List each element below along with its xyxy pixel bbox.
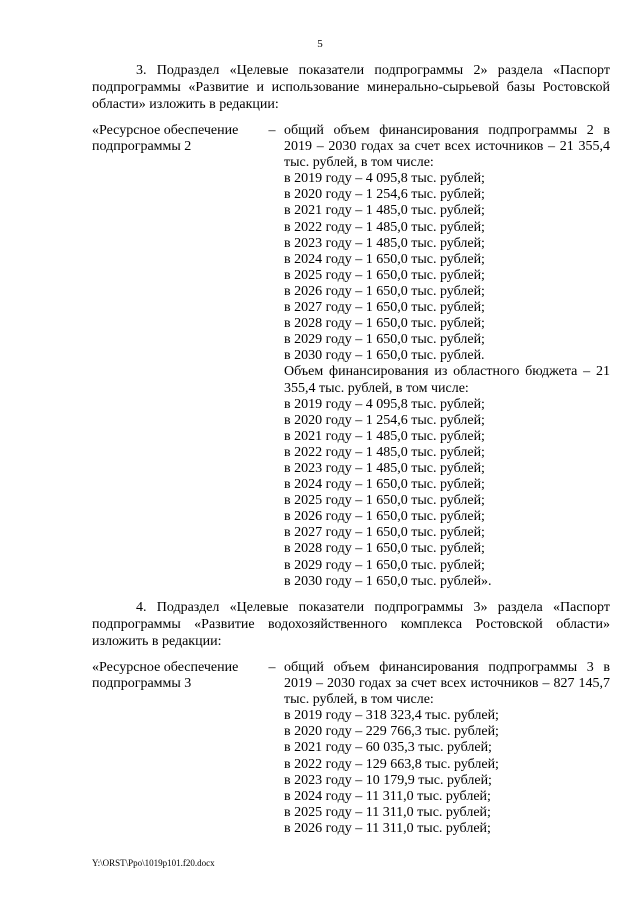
section-4-content — [284, 660, 610, 837]
year-line: в 2027 году – 1 650,0 тыс. рублей; — [284, 300, 485, 316]
year-line: в 2019 году – 4 095,8 тыс. рублей; — [284, 171, 485, 187]
year-line: в 2024 году – 1 650,0 тыс. рублей; — [284, 251, 485, 267]
year-line: в 2023 году – 1 485,0 тыс. рублей; — [284, 235, 485, 251]
year-line: в 2020 году – 229 766,3 тыс. рублей; — [284, 724, 499, 740]
year-line: в 2025 году – 1 650,0 тыс. рублей; — [284, 267, 485, 283]
section-4-total-text: общий объем финансирования подпрограммы 3 в 2019 – 2030 годах за счет всех источников – 827 145,7 тыс. рублей, в том числе: — [284, 660, 610, 708]
year-line: в 2027 году – 1 650,0 тыс. рублей; — [284, 525, 485, 541]
year-line: в 2025 году – 11 311,0 тыс. рублей; — [284, 804, 491, 820]
section-4-dash: – — [268, 660, 276, 675]
year-line: в 2026 году – 1 650,0 тыс. рублей; — [284, 283, 485, 299]
year-line: в 2025 году – 1 650,0 тыс. рублей; — [284, 493, 485, 509]
year-line: в 2026 году – 11 311,0 тыс. рублей; — [284, 820, 491, 836]
section-3-intro-text: 3. Подраздел «Целевые показатели подпрограммы 2» раздела «Паспорт подпрограммы «Развитие и использование минерально-сырьевой базы Ростовской области» изложить в редакции: — [92, 63, 610, 112]
year-line: в 2028 году – 1 650,0 тыс. рублей; — [284, 316, 485, 332]
year-line: в 2024 году – 11 311,0 тыс. рублей; — [284, 788, 491, 804]
year-line: в 2030 году – 1 650,0 тыс. рублей». — [284, 573, 492, 589]
year-line: в 2023 году – 10 179,9 тыс. рублей; — [284, 772, 492, 788]
footer-file-path: Y:\ORST\Ppo\1019p101.f20.docx — [92, 858, 215, 868]
section-3-total-text: общий объем финансирования подпрограммы 2 в 2019 – 2030 годах за счет всех источников – 21 355,4 тыс. рублей, в том числе: — [284, 123, 610, 171]
year-line: в 2021 году – 60 035,3 тыс. рублей; — [284, 740, 492, 756]
year-line: в 2028 году – 1 650,0 тыс. рублей; — [284, 541, 485, 557]
section-3-content — [284, 123, 610, 590]
year-line: в 2022 году – 1 485,0 тыс. рублей; — [284, 219, 485, 235]
section-3-resource-block — [92, 123, 610, 593]
year-line: в 2020 году – 1 254,6 тыс. рублей; — [284, 412, 485, 428]
year-line: в 2021 году – 1 485,0 тыс. рублей; — [284, 428, 485, 444]
year-line: в 2024 году – 1 650,0 тыс. рублей; — [284, 477, 485, 493]
year-line: в 2022 году – 129 663,8 тыс. рублей; — [284, 756, 499, 772]
section-3-intro — [92, 62, 610, 113]
section-4-label: «Ресурсное обеспечение подпрограммы 3 — [92, 660, 239, 692]
year-line: в 2023 году – 1 485,0 тыс. рублей; — [284, 460, 485, 476]
section-4-resource-block — [92, 660, 610, 840]
year-line: в 2019 году – 318 323,4 тыс. рублей; — [284, 708, 499, 724]
year-line: в 2029 году – 1 650,0 тыс. рублей; — [284, 557, 485, 573]
year-line: в 2026 году – 1 650,0 тыс. рублей; — [284, 509, 485, 525]
page-number: 5 — [317, 38, 323, 50]
year-line: в 2030 году – 1 650,0 тыс. рублей. — [284, 348, 485, 364]
section-3-budget-text: Объем финансирования из областного бюджета – 21 355,4 тыс. рублей, в том числе: — [284, 364, 610, 396]
section-3-label: «Ресурсное обеспечение подпрограммы 2 — [92, 123, 239, 155]
year-line: в 2020 году – 1 254,6 тыс. рублей; — [284, 187, 485, 203]
section-3-dash: – — [268, 123, 276, 138]
year-line: в 2021 году – 1 485,0 тыс. рублей; — [284, 203, 485, 219]
year-line: в 2022 году – 1 485,0 тыс. рублей; — [284, 444, 485, 460]
year-line: в 2019 году – 4 095,8 тыс. рублей; — [284, 396, 485, 412]
year-line: в 2029 году – 1 650,0 тыс. рублей; — [284, 332, 485, 348]
section-4-intro — [92, 599, 610, 650]
section-4-intro-text: 4. Подраздел «Целевые показатели подпрограммы 3» раздела «Паспорт подпрограммы «Развитие водохозяйственного комплекса Ростовской области» изложить в редакции: — [92, 600, 610, 649]
